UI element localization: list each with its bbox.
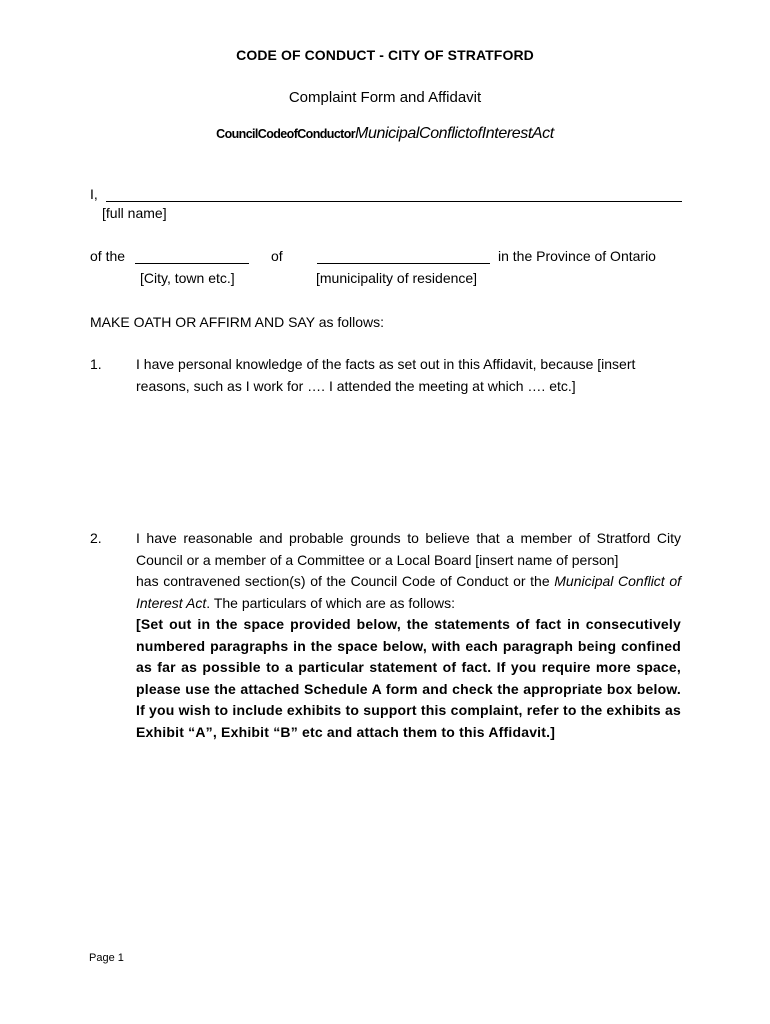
declarant-prefix: I, (90, 186, 98, 202)
municipality-hint: [municipality of residence] (316, 270, 478, 286)
document-title: CODE OF CONDUCT - CITY OF STRATFORD (236, 47, 534, 63)
paragraph-2-instructions: [Set out in the space provided below, the statements of fact in consecutively numbered paragraphs in the space below, with each paragraph being confined as far as possible to a particular statement of fact. If you require more space, please use the attached Schedule A form and check the appropriate box below. If you wish to include exhibits to support this complaint, refer to the exhibits as Exhibit “A”, Exhibit “B” etc and attach them to this Affidavit.] (136, 616, 681, 740)
full-name-field[interactable] (106, 201, 682, 202)
municipality-field[interactable] (317, 263, 490, 264)
paragraph-2-contravention (136, 571, 681, 614)
province-label: in the Province of Ontario (498, 248, 656, 264)
full-name-hint: [full name] (102, 205, 167, 221)
oath-statement: MAKE OATH OR AFFIRM AND SAY as follows: (90, 314, 385, 330)
paragraph-2-contravention-lead: has contravened section(s) of the Council Code of Conduct or the (136, 573, 555, 589)
document-subtitle-legislation (0, 125, 770, 143)
paragraph-2-number: 2. (90, 530, 102, 546)
municipal-conflict-act-label: MunicipalConflictofInterestAct (355, 125, 554, 142)
city-field[interactable] (135, 263, 249, 264)
city-hint: [City, town etc.] (140, 270, 235, 286)
paragraph-2-act-name: Municipal Conflict of Interest Act (136, 573, 682, 611)
paragraph-1-number: 1. (90, 356, 102, 372)
of-the-label: of the (90, 248, 126, 264)
paragraph-2-text (136, 528, 681, 743)
document-subtitle: Complaint Form and Affidavit (288, 89, 482, 106)
paragraph-1-text: I have personal knowledge of the facts as set out in this Affidavit, because [insert reasons, such as I work for …. I attended the meeting at which …. etc.] (136, 356, 636, 394)
of-label: of (271, 248, 283, 264)
paragraph-2-grounds: I have reasonable and probable grounds to believe that a member of Stratford City Council or a member of a Committee or a Local Board [insert name of person] (136, 530, 681, 568)
page-number: Page 1 (89, 952, 124, 964)
paragraph-2-contravention-tail: . The particulars of which are as follows: (206, 594, 456, 611)
code-of-conduct-label: CouncilCodeofConductor (216, 127, 356, 141)
